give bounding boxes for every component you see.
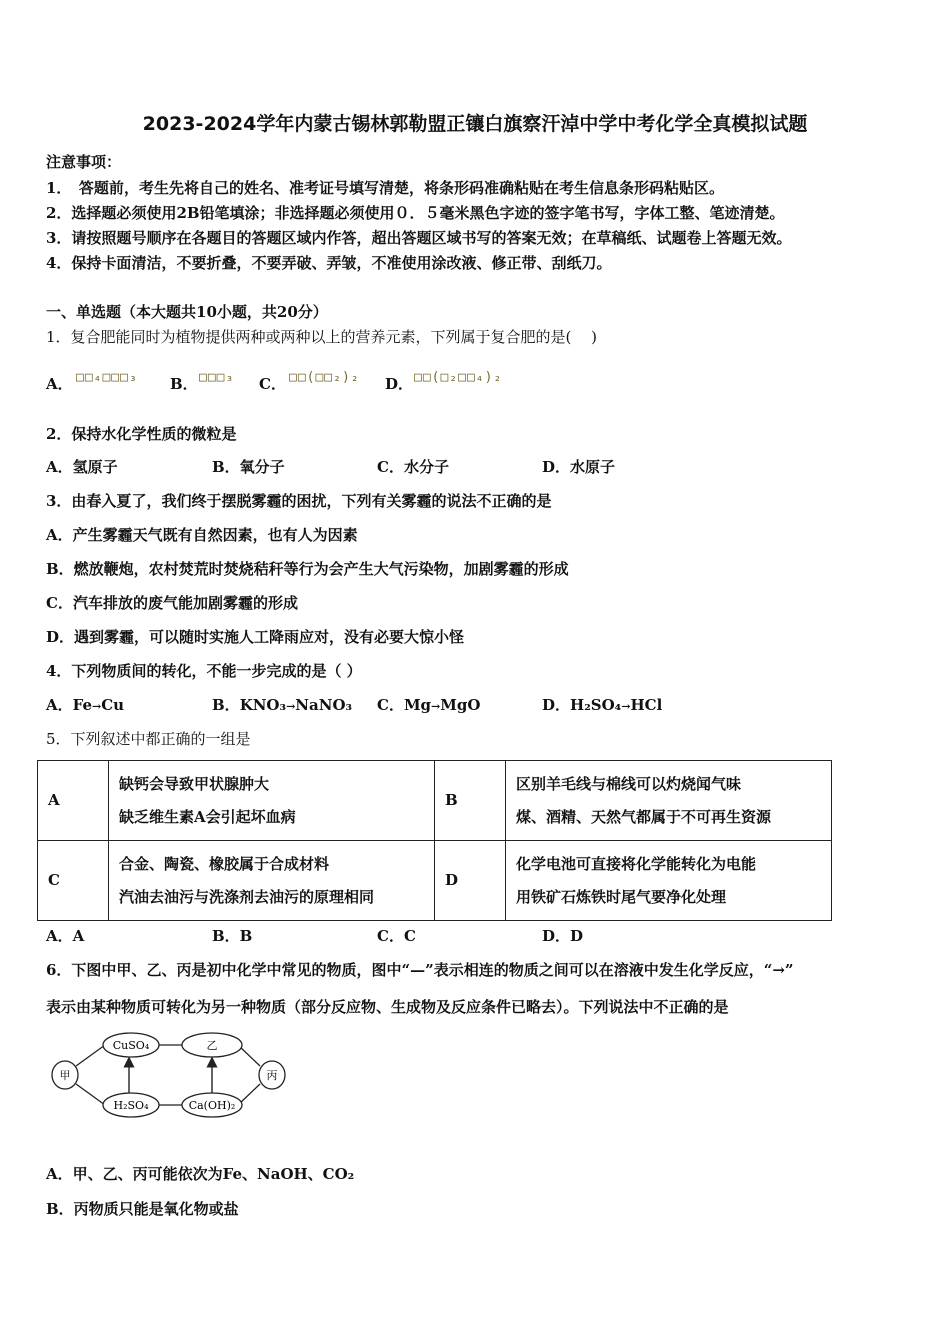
cell-content [506, 761, 832, 841]
notes-heading: 注意事项： [46, 153, 122, 171]
cell-line: 汽油去油污与洗涤剂去油污的原理相同 [119, 887, 375, 906]
q6-option-a: A．甲、乙、丙可能依次为Fe、NaOH、CO₂ [46, 1165, 355, 1183]
q6-stem-line2: 表示由某种物质可转化为另一种物质（部分反应物、生成物及反应条件已略去）。下列说法中不正确的是 [46, 998, 729, 1016]
link-line [76, 1045, 105, 1066]
cell-line: 煤、酒精、天然气都属于不可再生资源 [516, 807, 772, 826]
q2-option-b: B．氧分子 [212, 458, 285, 476]
cell-content [109, 761, 435, 841]
q6-reaction-diagram [50, 1030, 300, 1120]
q5-stem: 5．下列叙述中都正确的一组是 [46, 730, 251, 748]
q4-option-d: D．H₂SO₄→HCl [542, 696, 663, 714]
q3-stem: 3．由春入夏了，我们终于摆脱雾霾的困扰，下列有关雾霾的说法不正确的是 [46, 492, 552, 510]
cell-label: C [38, 841, 109, 921]
q1-option-label: A． [46, 375, 73, 393]
q6-stem-line1: 6．下图中甲、乙、丙是初中化学中常见的物质，图中“—”表示相连的物质之间可以在溶液中发生化学反应，“→” [46, 961, 794, 979]
q3-option-b: B．燃放鞭炮，农村焚荒时焚烧秸秆等行为会产生大气污染物，加剧雾霾的形成 [46, 560, 569, 578]
note-item: 1． 答题前，考生先将自己的姓名、准考证号填写清楚，将条形码准确粘贴在考生信息条形码粘贴区。 [46, 179, 724, 197]
cell-label: B [435, 761, 506, 841]
link-line [76, 1084, 105, 1105]
q1-option-label: C． [259, 375, 286, 393]
q5-option-b: B．B [212, 927, 253, 945]
q5-option-a: A．A [46, 927, 85, 945]
q4-stem: 4．下列物质间的转化，不能一步完成的是（ ） [46, 662, 362, 680]
q4-option-b: B．KNO₃→NaNO₃ [212, 696, 353, 714]
q6-option-b: B．丙物质只能是氧化物或盐 [46, 1200, 239, 1218]
cell-line: 化学电池可直接将化学能转化为电能 [516, 854, 757, 873]
cell-line: 缺钙会导致甲状腺肿大 [119, 774, 270, 793]
node-cuso4-label: CuSO₄ [112, 1039, 150, 1052]
q5-option-d: D．D [542, 927, 584, 945]
cell-label: A [38, 761, 109, 841]
q3-option-d: D．遇到雾霾，可以随时实施人工降雨应对，没有必要大惊小怪 [46, 628, 465, 646]
cell-label: D [435, 841, 506, 921]
page-title: 2023-2024学年内蒙古锡林郭勒盟正镶白旗察汗淖中学中考化学全真模拟试题 [142, 113, 808, 135]
cell-content [506, 841, 832, 921]
cell-line: 用铁矿石炼铁时尾气要净化处理 [516, 887, 727, 906]
q1-formula-image: □□□₃ [199, 370, 235, 385]
q2-option-c: C．水分子 [377, 458, 449, 476]
cell-line: 合金、陶瓷、橡胶属于合成材料 [119, 854, 330, 873]
q1-formula-image: □□₄□□□₃ [76, 370, 138, 385]
q2-stem: 2．保持水化学性质的微粒是 [46, 425, 237, 443]
note-item: 2．选择题必须使用2B铅笔填涂；非选择题必须使用０．５毫米黑色字迹的签字笔书写，字体工整、笔迹清楚。 [46, 204, 785, 222]
q3-option-a: A．产生雾霾天气既有自然因素，也有人为因素 [46, 526, 358, 544]
q1-stem: 1．复合肥能同时为植物提供两种或两种以上的营养元素，下列属于复合肥的是( ) [46, 328, 598, 346]
note-item: 3．请按照题号顺序在各题目的答题区域内作答，超出答题区域书写的答案无效；在草稿纸、试题卷上答题无效。 [46, 229, 792, 247]
q2-option-a: A．氢原子 [46, 458, 118, 476]
node-yi-label: 乙 [206, 1039, 218, 1052]
q5-table-row [38, 841, 832, 921]
node-bing-label: 丙 [266, 1069, 278, 1082]
q5-option-c: C．C [377, 927, 416, 945]
section-heading: 一、单选题（本大题共10小题，共20分） [46, 303, 328, 321]
q1-option-label: D． [385, 375, 414, 393]
cell-line: 缺乏维生素A会引起坏血病 [119, 807, 296, 826]
q1-formula-image: □□(□₂□□₄)₂ [414, 370, 503, 385]
cell-content [109, 841, 435, 921]
q1-formula-image: □□(□□₂)₂ [289, 370, 360, 385]
q1-option-label: B． [170, 375, 198, 393]
q4-option-a: A．Fe→Cu [46, 696, 125, 714]
node-jia-label: 甲 [59, 1069, 71, 1082]
q4-option-c: C．Mg→MgO [377, 696, 481, 714]
cell-line: 区别羊毛线与棉线可以灼烧闻气味 [516, 774, 742, 793]
q5-table [37, 760, 832, 921]
note-item: 4．保持卡面清洁，不要折叠，不要弄破、弄皱，不准使用涂改液、修正带、刮纸刀。 [46, 254, 612, 272]
node-caoh2-label: Ca(OH)₂ [188, 1099, 236, 1112]
q2-option-d: D．水原子 [542, 458, 616, 476]
node-h2so4-label: H₂SO₄ [113, 1099, 149, 1112]
q3-option-c: C．汽车排放的废气能加剧雾霾的形成 [46, 594, 298, 612]
q5-table-row [38, 761, 832, 841]
